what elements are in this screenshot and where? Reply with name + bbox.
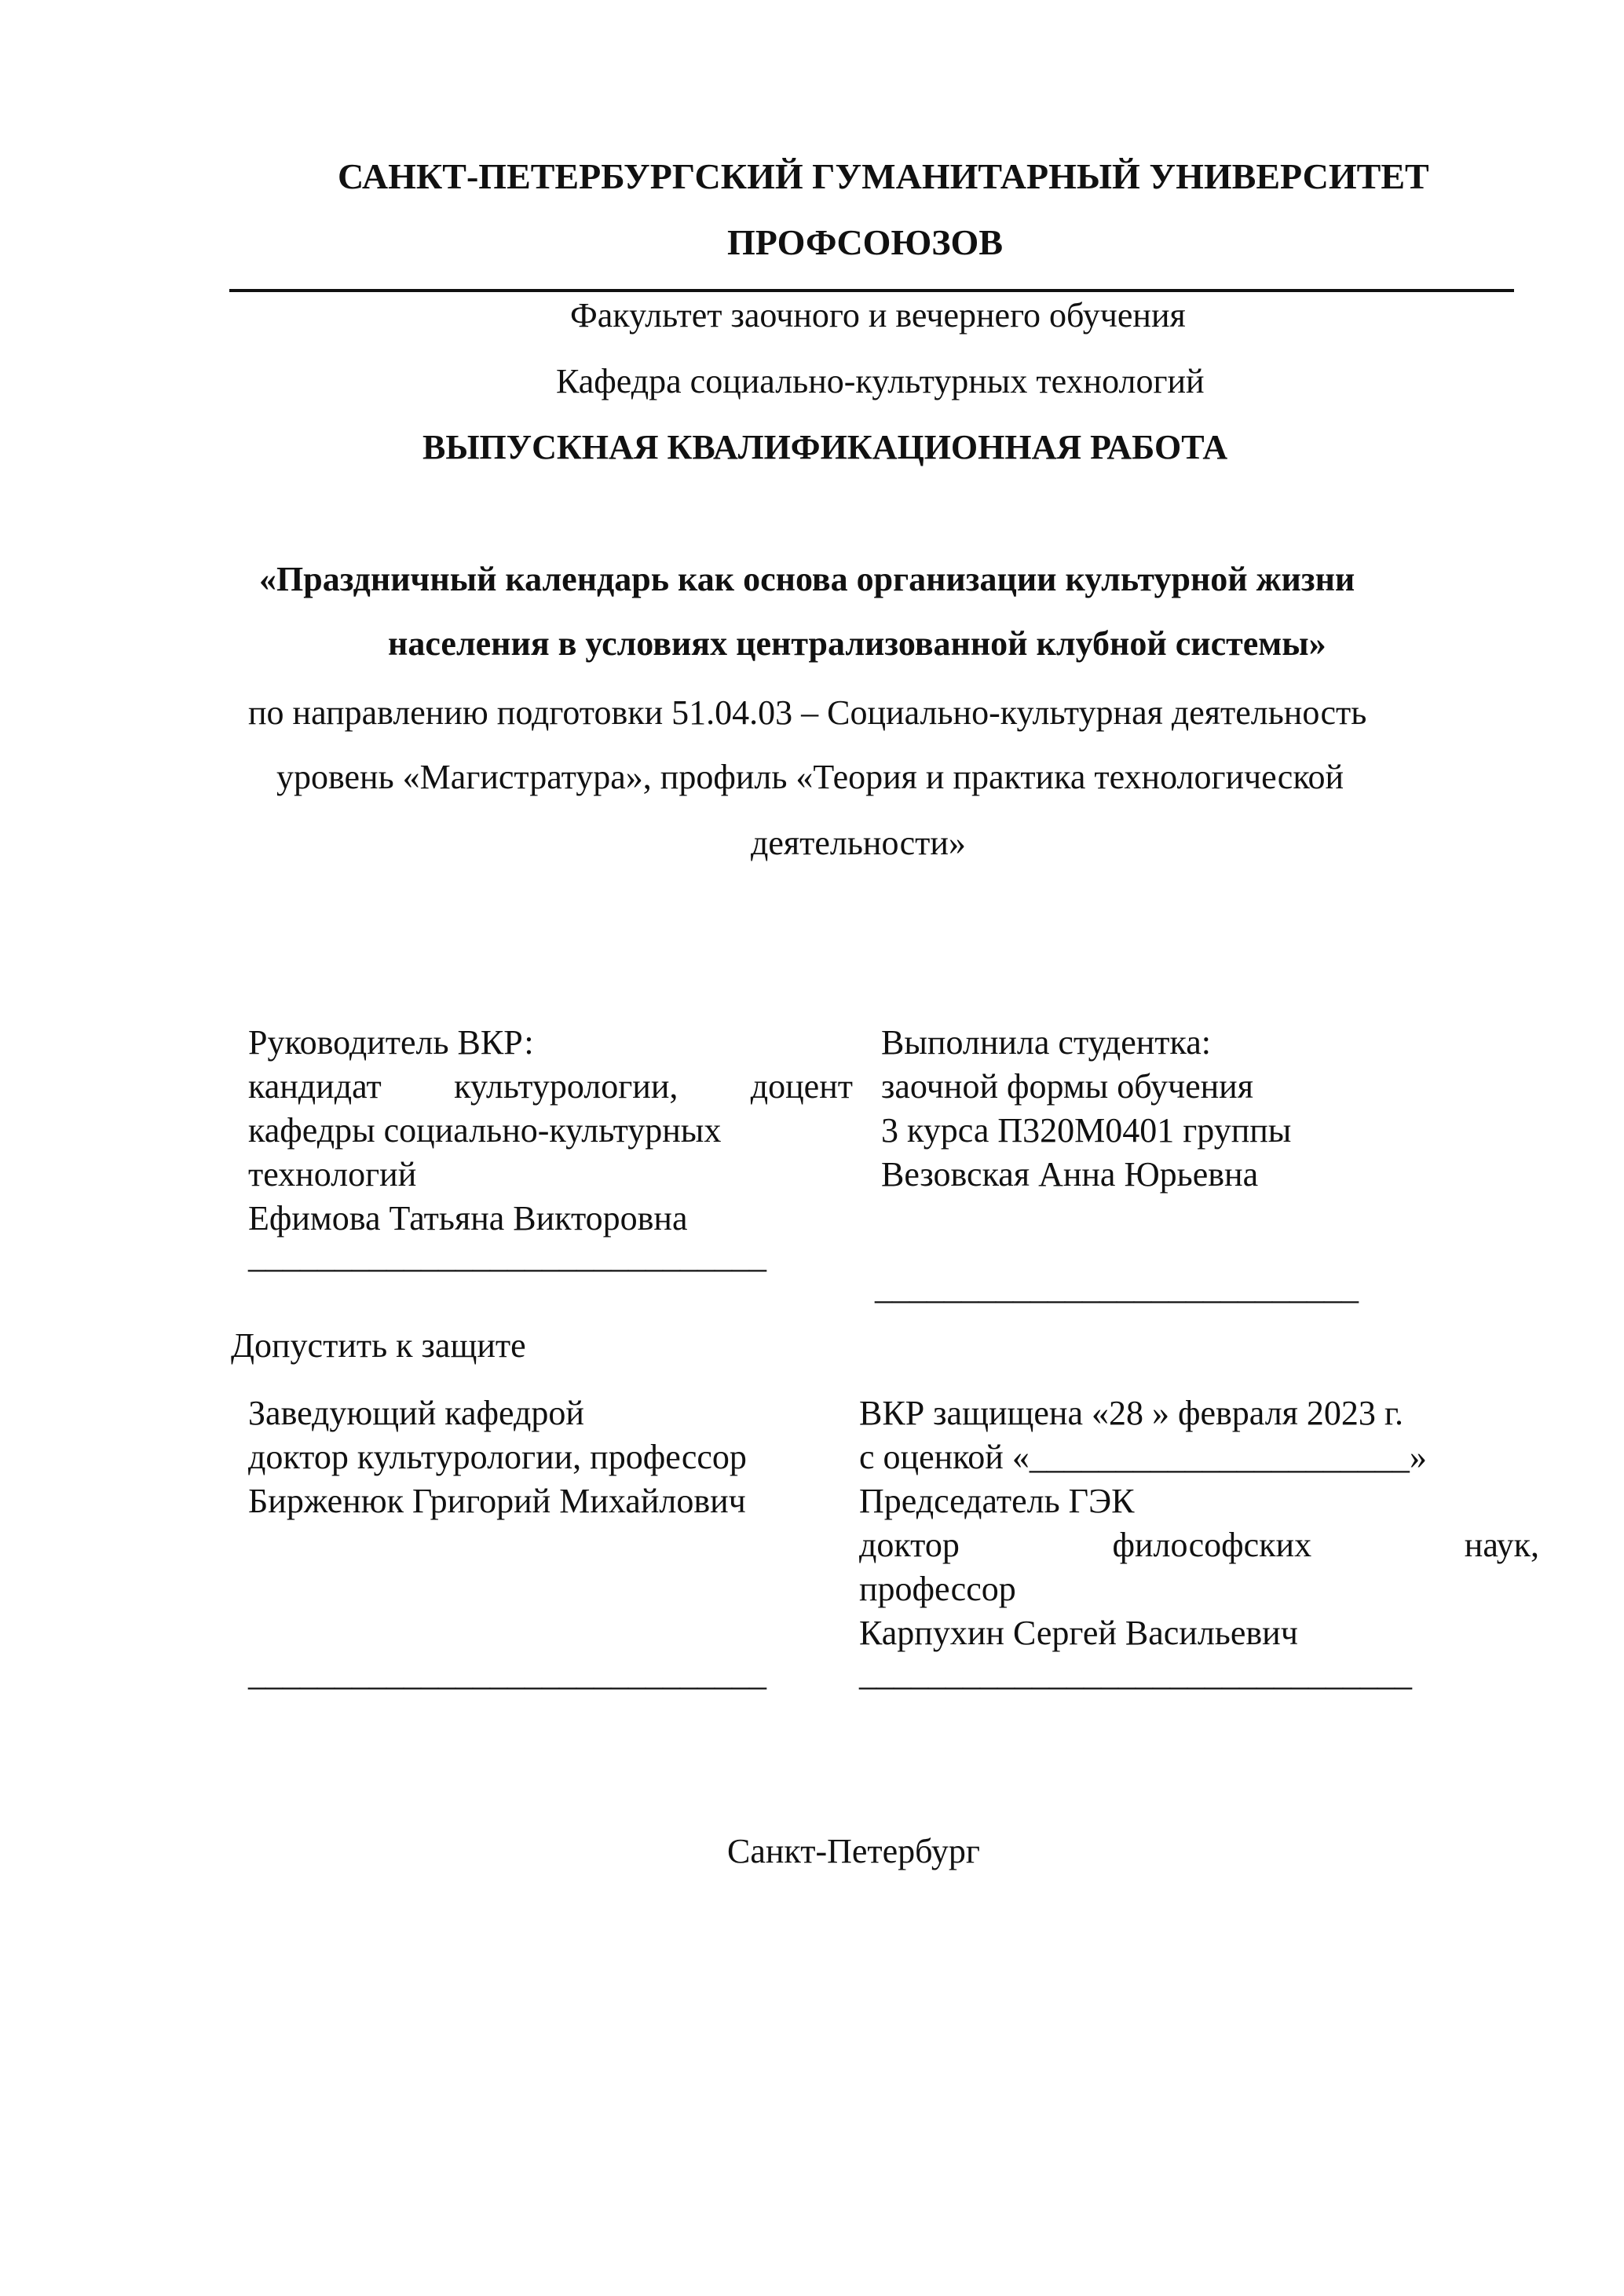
defense-date: ВКР защищена «28 » февраля 2023 г. <box>859 1394 1403 1432</box>
head-degree: доктор культурологии, профессор <box>248 1438 747 1476</box>
department-name: Кафедра социально-культурных технологий <box>556 362 1205 400</box>
head-name: Бирженюк Григорий Михайлович <box>248 1482 746 1520</box>
gek-chair-title2: профессор <box>859 1570 1016 1608</box>
work-type-heading: ВЫПУСКНАЯ КВАЛИФИКАЦИОННАЯ РАБОТА <box>422 428 1228 466</box>
direction-line1: по направлению подготовки 51.04.03 – Социально-культурная деятельность <box>248 693 1367 732</box>
gek-chair-degree-line <box>859 1523 1539 1567</box>
defense-grade: с оценкой «______________________» <box>859 1438 1427 1476</box>
student-course-group: 3 курса П320М0401 группы <box>881 1111 1292 1150</box>
gek-chair-signature-line: ________________________________ <box>859 1654 1412 1693</box>
student-signature-line: ____________________________ <box>875 1268 1359 1307</box>
thesis-title-line1: «Праздничный календарь как основа организации культурной жизни <box>259 560 1355 598</box>
direction-line3: деятельности» <box>751 824 966 862</box>
supervisor-department-line: кафедры социально-культурных <box>248 1111 722 1150</box>
head-signature-line: ______________________________ <box>248 1654 766 1693</box>
student-heading: Выполнила студентка: <box>881 1023 1211 1062</box>
university-name-line2: ПРОФСОЮЗОВ <box>727 222 1003 262</box>
supervisor-heading: Руководитель ВКР: <box>248 1023 534 1062</box>
direction-line2: уровень «Магистратура», профиль «Теория и практика технологической <box>276 758 1344 796</box>
supervisor-degree-word: кандидат <box>248 1067 382 1106</box>
gek-chair-degree-word: философских <box>1112 1526 1312 1564</box>
supervisor-degree-word: культурологии, <box>454 1067 678 1106</box>
supervisor-degree-line <box>248 1065 853 1109</box>
gek-chair-name: Карпухин Сергей Васильевич <box>859 1614 1298 1652</box>
gek-chair-degree-word: доктор <box>859 1526 960 1564</box>
header-divider <box>229 289 1514 292</box>
university-name-line1: САНКТ-ПЕТЕРБУРГСКИЙ ГУМАНИТАРНЫЙ УНИВЕРСИТЕТ <box>338 156 1429 196</box>
city: Санкт-Петербург <box>727 1832 980 1870</box>
supervisor-department-line2: технологий <box>248 1155 417 1194</box>
admit-to-defense: Допустить к защите <box>231 1326 526 1365</box>
thesis-title-line2: населения в условиях централизованной клубной системы» <box>388 624 1326 663</box>
student-name: Везовская Анна Юрьевна <box>881 1155 1259 1194</box>
supervisor-degree-word: доцент <box>750 1067 853 1106</box>
gek-chair-title: Председатель ГЭК <box>859 1482 1135 1520</box>
student-study-form: заочной формы обучения <box>881 1067 1253 1106</box>
supervisor-name: Ефимова Татьяна Викторовна <box>248 1199 688 1238</box>
supervisor-signature-line: ______________________________ <box>248 1237 766 1275</box>
head-role: Заведующий кафедрой <box>248 1394 584 1432</box>
gek-chair-degree-word: наук, <box>1464 1526 1539 1564</box>
faculty-name: Факультет заочного и вечернего обучения <box>570 296 1186 335</box>
